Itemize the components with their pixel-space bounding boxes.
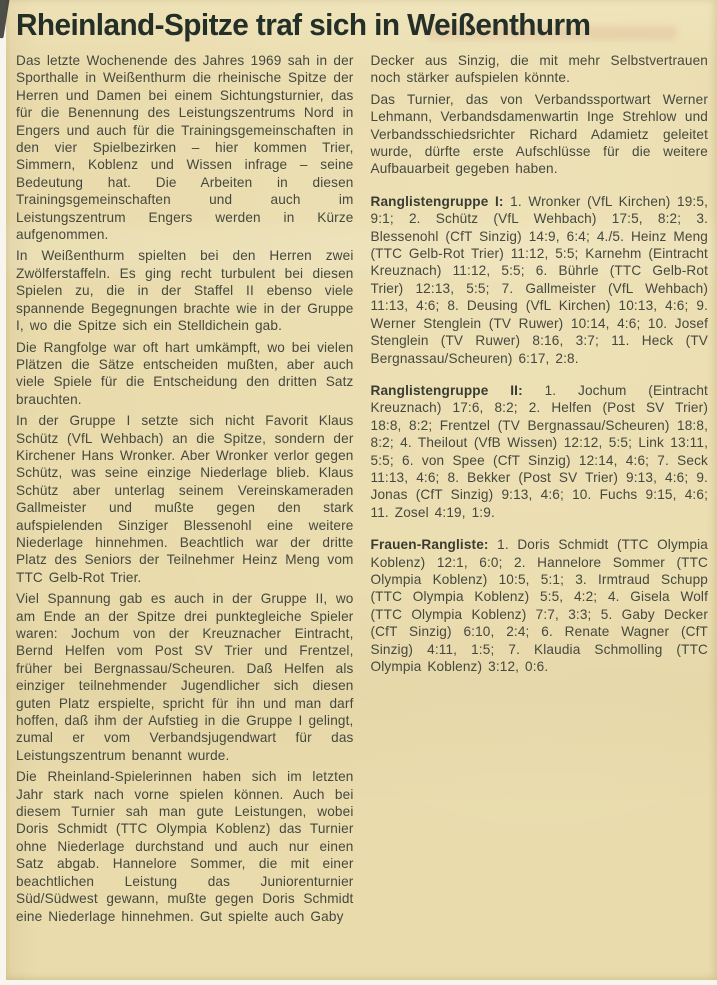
paragraph: Decker aus Sinzig, die mit mehr Selbstvertrauen noch stärker aufspielen könnte.	[370, 53, 708, 86]
left-column	[16, 52, 354, 929]
article-columns	[6, 52, 717, 929]
ranking-paragraph-group-1	[371, 193, 709, 367]
ranking-results: 1. Doris Schmidt (TTC Olympia Koblenz) 12:1, 6:0; 2. Hannelore Sommer (TTC Olympia Koblenz) 10:5, 5:1; 3. Irmtraud Schupp (TTC Olympia Koblenz) 5:5, 4:2; 4. Gisela Wolf (TTC Olympia Koblenz) 7:7, 3:3; 5. Gaby Decker (CfT Sinzig) 6:10, 2:4; 6. Renate Wagner (CfT Sinzig) 4:11, 1:5; 7. Klaudia Schmolling (TTC Olympia Koblenz) 3:12, 0:6.	[370, 537, 708, 674]
article-headline: Rheinland-Spitze traf sich in Weißenthurm	[16, 7, 591, 42]
paragraph: Die Rheinland-Spielerinnen haben sich im letzten Jahr stark nach vorne spielen können. Auch bei diesem Turnier sah man gute Leistungen, wobei Doris Schmidt (TTC Olympia Koblenz) das Turnier ohne Niederlage durchstand und auch nur einen Satz abgab. Hannelore Sommer, die mit einer beachtlichen Leistung das Juniorenturnier Süd/Südwest gewann, mußte gegen Doris Schmidt eine Niederlage hinnehmen. Gut spielte auch Gaby	[16, 769, 354, 924]
paragraph: Das letzte Wochenende des Jahres 1969 sah in der Sporthalle in Weißenthurm die rheinische Spitze der Herren und Damen bei einem Sichtungsturnier, das für die Benennung des Leistungszentrums Nord in Engers und auch für die Trainingsgemeinschaften in den vier Spielbezirken – hier kommen Trier, Simmern, Koblenz und Wissen infrage – seine Bedeutung hat. Die Arbeiten in diesen Trainingsgemeinschaften und auch im Leistungszentrum Engers werden in Kürze aufgenommen.	[16, 53, 354, 243]
ranking-results: 1. Wronker (VfL Kirchen) 19:5, 9:1; 2. Schütz (VfL Wehbach) 17:5, 8:2; 3. Blessenohl (CfT Sinzig) 14:9, 6:4; 4./5. Heinz Meng (TTC Gelb-Rot Trier) 11:12, 5:5; Karnehm (Eintracht Kreuznach) 11:12, 5:5; 6. Bührle (TTC Gelb-Rot Trier) 12:13, 5:5; 7. Gallmeister (VfL Wehbach) 11:13, 4:6; 8. Deusing (VfL Kirchen) 10:13, 4:6; 9. Werner Stenglein (TV Ruwer) 10:14, 4:6; 10. Josef Stenglein (TV Ruwer) 8:16, 3:7; 11. Heck (TV Bergnassau/Scheuren) 6:17, 2:8.	[370, 193, 708, 366]
ranking-results: 1. Jochum (Eintracht Kreuznach) 17:6, 8:2; 2. Helfen (Post SV Trier) 18:8, 8:2; Frentzel (TV Bergnassau/Scheuren) 18:8, 8:2; 4. Theilout (VfB Wissen) 12:12, 5:5; Link 13:11, 5:5; 6. von Spee (CfT Sinzig) 12:14, 4:6; 7. Seck 11:13, 4:6; 8. Bekker (Post SV Trier) 9:13, 4:6; 9. Jonas (CfT Sinzig) 9:13, 4:6; 10. Fuchs 9:15, 4:6; 11. Zosel 4:19, 1:9.	[370, 382, 708, 520]
ranking-group-label: Ranglistengruppe I:	[370, 193, 504, 209]
ranking-paragraph-group-2	[371, 382, 709, 521]
ranking-group-label: Frauen-Rangliste:	[370, 537, 489, 553]
right-column	[371, 52, 709, 929]
ranking-group-label: Ranglistengruppe II:	[370, 382, 523, 398]
ranking-paragraph-women	[371, 536, 709, 675]
paragraph: Die Rangfolge war oft hart umkämpft, wo bei vielen Plätzen die Sätze entscheiden mußten, aber auch viele Spiele für die Entscheidung den dritten Satz brauchten.	[16, 339, 354, 407]
paragraph: Viel Spannung gab es auch in der Gruppe II, wo am Ende an der Spitze drei punktegleiche Spieler waren: Jochum von der Kreuznacher Eintracht, Bernd Helfen vom Post SV Trier und Frentzel, früher bei Bergnassau/Scheuren. Daß Helfen als einziger teilnehmender Jugendlicher sich diesen guten Platz erspielte, spricht für ihn und man darf hoffen, daß ihm der Aufstieg in die Gruppe I gelingt, zumal er vom Verbandsjugendwart für das Leistungszentrum benannt wurde.	[16, 591, 354, 763]
newspaper-clipping	[6, 0, 717, 980]
paragraph: Das Turnier, das von Verbandssportwart Werner Lehmann, Verbandsdamenwartin Inge Strehlow und Verbandsschiedsrichter Richard Adamietz geleitet wurde, dürfte erste Aufschlüsse für die weitere Aufbauarbeit gegeben haben.	[370, 91, 708, 177]
paragraph: In Weißenthurm spielten bei den Herren zwei Zwölferstaffeln. Es ging recht turbulent bei diesen Spielen zu, die in der Staffel II ebenso viele spannende Begegnungen brachte wie in der Gruppe I, wo die Spitze sich ein Stelldichein gab.	[16, 248, 354, 334]
paragraph: In der Gruppe I setzte sich nicht Favorit Klaus Schütz (VfL Wehbach) an die Spitze, sondern der Kirchener Hans Wronker. Aber Wronker verlor gegen Schütz, was seine einzige Niederlage blieb. Klaus Schütz aber unterlag seinem Vereinskameraden Gallmeister und mußte gegen den stark aufspielenden Sinziger Blessenohl eine weitere Niederlage hinnehmen. Beachtlich war der dritte Platz des Seniors der Teilnehmer Heinz Meng vom TTC Gelb-Rot Trier.	[16, 413, 354, 585]
